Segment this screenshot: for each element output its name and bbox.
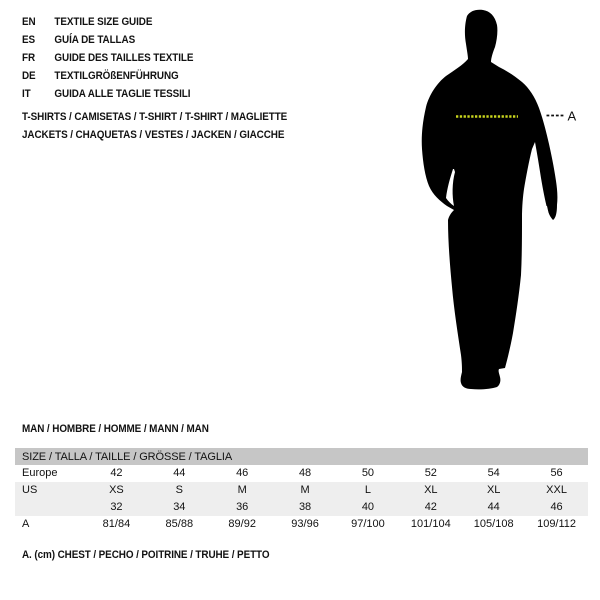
row-label: Europe xyxy=(22,467,58,479)
guide-title: TEXTILGRÖßENFÜHRUNG xyxy=(54,70,179,82)
size-cell: 32 xyxy=(110,501,123,513)
size-cell: 85/88 xyxy=(165,518,194,530)
size-cell: XXL xyxy=(546,484,567,496)
row-label: A xyxy=(22,518,30,530)
size-cell: 109/112 xyxy=(537,518,577,530)
language-row xyxy=(22,67,193,85)
language-code: DE xyxy=(22,70,36,82)
table-row-us-numeric xyxy=(15,499,588,516)
garment-categories xyxy=(22,108,287,144)
size-table-header: SIZE / TALLA / TAILLE / GRÖSSE / TAGLIA xyxy=(22,450,233,463)
size-cell: M xyxy=(237,484,247,496)
section-title-man: MAN / HOMBRE / HOMME / MANN / MAN xyxy=(22,423,209,435)
size-cell: 46 xyxy=(236,467,249,479)
guide-title: GUÍA DE TALLAS xyxy=(54,34,136,46)
measurement-footnote: A. (cm) CHEST / PECHO / POITRINE / TRUHE / PETTO xyxy=(22,549,270,561)
size-cell: XL xyxy=(424,484,438,496)
language-title-list xyxy=(22,13,193,103)
category-jackets: JACKETS / CHAQUETAS / VESTES / JACKEN / GIACCHE xyxy=(22,129,285,141)
language-code: FR xyxy=(22,52,36,64)
size-table-header-row xyxy=(15,448,588,465)
language-row xyxy=(22,13,193,31)
size-cell: 42 xyxy=(110,467,123,479)
category-tshirts: T-SHIRTS / CAMISETAS / T-SHIRT / T-SHIRT / MAGLIETTE xyxy=(22,111,288,123)
table-row-chest-cm xyxy=(15,516,588,533)
size-table xyxy=(15,448,588,533)
size-cell: 52 xyxy=(424,467,437,479)
table-row-europe xyxy=(15,465,588,482)
row-label xyxy=(15,499,85,516)
language-code: IT xyxy=(22,88,31,100)
size-cell: 105/108 xyxy=(473,518,514,530)
size-cell: 101/104 xyxy=(410,518,451,530)
size-cell: 56 xyxy=(550,467,563,479)
size-cell: 89/92 xyxy=(228,518,256,530)
size-cell: 50 xyxy=(361,467,375,479)
size-cell: 48 xyxy=(298,467,312,479)
guide-title: GUIDA ALLE TAGLIE TESSILI xyxy=(54,88,191,100)
guide-title: GUIDE DES TAILLES TEXTILE xyxy=(54,52,194,64)
language-row xyxy=(22,85,193,103)
size-cell: 42 xyxy=(424,501,437,513)
man-silhouette-figure xyxy=(390,0,590,400)
size-cell: L xyxy=(364,484,371,496)
language-code: EN xyxy=(22,16,36,28)
size-cell: 44 xyxy=(487,501,500,513)
size-cell: 97/100 xyxy=(351,518,385,530)
size-cell: 34 xyxy=(173,501,186,513)
table-row-us xyxy=(15,482,588,499)
language-row xyxy=(22,31,193,49)
size-cell: XS xyxy=(109,484,124,496)
size-cell: 44 xyxy=(173,467,186,479)
guide-title: TEXTILE SIZE GUIDE xyxy=(54,16,153,28)
size-cell: 40 xyxy=(361,501,375,513)
language-code: ES xyxy=(22,34,36,46)
language-row xyxy=(22,49,193,67)
row-label: US xyxy=(22,484,38,496)
size-cell: M xyxy=(300,484,310,496)
man-silhouette xyxy=(422,10,558,390)
size-cell: 46 xyxy=(550,501,563,513)
size-cell: 38 xyxy=(298,501,312,513)
size-cell: 93/96 xyxy=(291,518,319,530)
size-cell: 36 xyxy=(236,501,249,513)
size-cell: 54 xyxy=(487,467,500,479)
measure-label-a: A xyxy=(567,108,577,124)
size-cell: XL xyxy=(486,484,501,496)
size-cell: S xyxy=(175,484,183,496)
size-cell: 81/84 xyxy=(102,518,131,530)
